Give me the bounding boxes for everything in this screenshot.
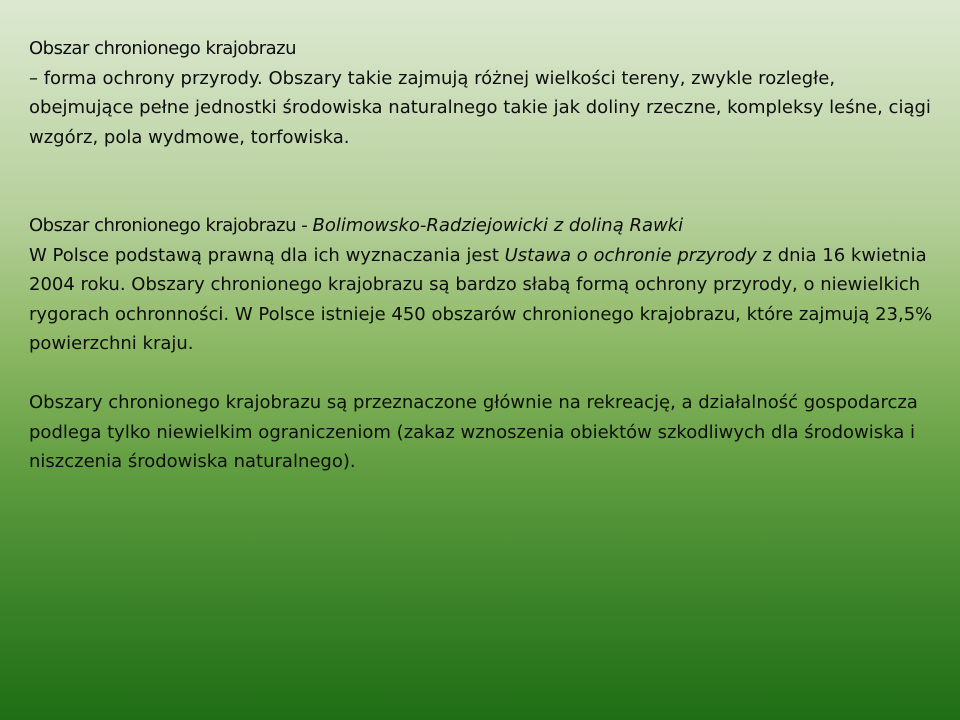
section2-title	[29, 211, 934, 241]
section2-title-prefix: Obszar chronionego krajobrazu -	[29, 215, 313, 236]
section1-body: – forma ochrony przyrody. Obszary takie zajmują różnej wielkości tereny, zwykle rozległe, obejmujące pełne jednostki środowiska naturalnego takie jak doliny rzeczne, kompleksy leśne, ciągi wzgórz, pola wydmowe, torfowiska.	[29, 67, 931, 148]
spacer	[29, 359, 934, 389]
section3-body: Obszary chronionego krajobrazu są przeznaczone głównie na rekreację, a działalność gospodarcza podlega tylko niewielkim ograniczeniom (zakaz wznoszenia obiektów szkodliwych dla środowiska i niszczenia środowiska naturalnego).	[29, 392, 918, 472]
section2-body	[29, 241, 934, 359]
section2-body-part1: W Polsce podstawą prawną dla ich wyznaczania jest	[29, 244, 505, 266]
spacer	[29, 152, 934, 211]
law-name: Ustawa o ochronie przyrody	[504, 244, 757, 266]
section2-body-part2: z dnia 16 kwietnia 2004 roku. Obszary chronionego krajobrazu są bardzo słabą formą ochrony przyrody, o niewielkich rygorach ochronności. W Polsce istnieje 450 obszarów chronionego krajobrazu, które zajmują 23,5% powierzchni kraju.	[29, 244, 933, 354]
slide-content	[29, 34, 934, 477]
section1-title: Obszar chronionego krajobrazu	[29, 38, 297, 59]
section2-title-name: Bolimowsko-Radziejowicki z doliną Rawki	[312, 215, 684, 236]
